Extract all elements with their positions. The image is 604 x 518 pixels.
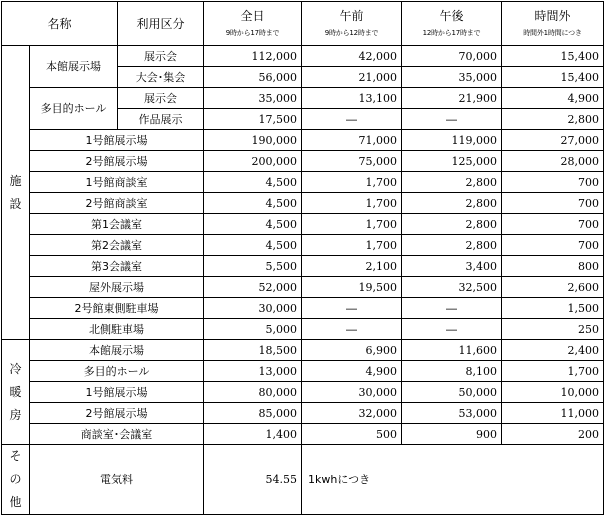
fee-am: 500 [302,424,402,445]
fee-pm: 21,900 [402,88,502,109]
section-char: 冷 [9,361,22,376]
section-char: 暖 [9,384,22,399]
fee-am: 1,700 [302,172,402,193]
fee-over: 800 [502,256,604,277]
facility-name: 屋外展示場 [30,277,204,298]
fee-pm: 50,000 [402,382,502,403]
fee-over: 27,000 [502,130,604,151]
fee-am: 21,000 [302,67,402,88]
facility-name: 商談室･会議室 [30,424,204,445]
fee-full: 4,500 [204,235,302,256]
facility-name: 1号館展示場 [30,130,204,151]
electricity-note: 1kwhにつき [302,445,604,515]
usage-category: 大会･集会 [118,67,204,88]
facility-name: 2号館商談室 [30,193,204,214]
table-row [2,403,604,424]
table-row [2,88,604,109]
fee-am: 4,900 [302,361,402,382]
table-row [2,193,604,214]
facility-name: 多目的ホール [30,361,204,382]
fee-pm: ― [402,298,502,319]
header-overtime: 時間外 時間外1時間につき [502,2,604,46]
fee-full: 4,500 [204,214,302,235]
fee-over: 200 [502,424,604,445]
fee-full: 5,500 [204,256,302,277]
fee-pm: 8,100 [402,361,502,382]
facility-name: 北側駐車場 [30,319,204,340]
table-row [2,340,604,361]
fee-table [1,1,604,515]
facility-name: 第3会議室 [30,256,204,277]
fee-over: 11,000 [502,403,604,424]
section-cooling [2,340,30,445]
header-afternoon: 午後 12時から17時まで [402,2,502,46]
fee-full: 52,000 [204,277,302,298]
section-char: そ [9,449,22,463]
facility-name: 1号館商談室 [30,172,204,193]
section-char: の [9,472,22,486]
section-char: 他 [9,495,22,509]
fee-am: 1,700 [302,214,402,235]
usage-category: 展示会 [118,46,204,67]
fee-full: 4,500 [204,193,302,214]
fee-full: 56,000 [204,67,302,88]
section-char: 房 [9,407,22,422]
fee-over: 2,600 [502,277,604,298]
fee-am: ― [302,298,402,319]
facility-name: 第2会議室 [30,235,204,256]
fee-pm: 53,000 [402,403,502,424]
table-row [2,151,604,172]
fee-full: 112,000 [204,46,302,67]
facility-name: 2号館展示場 [30,151,204,172]
fee-pm: 32,500 [402,277,502,298]
table-row [2,298,604,319]
section-char: 設 [9,196,22,211]
fee-am: 75,000 [302,151,402,172]
fee-full: 85,000 [204,403,302,424]
fee-over: 2,400 [502,340,604,361]
facility-name: 多目的ホール [30,88,118,130]
fee-over: 15,400 [502,46,604,67]
fee-am: 32,000 [302,403,402,424]
table-row [2,277,604,298]
facility-name: 2号館展示場 [30,403,204,424]
fee-full: 35,000 [204,88,302,109]
fee-am: 1,700 [302,235,402,256]
fee-am: ― [302,109,402,130]
fee-pm: 2,800 [402,214,502,235]
header-category: 利用区分 [118,2,204,46]
fee-am: ― [302,319,402,340]
table-row [2,445,604,515]
fee-full: 5,000 [204,319,302,340]
usage-category: 展示会 [118,88,204,109]
fee-am: 1,700 [302,193,402,214]
facility-name: 本館展示場 [30,46,118,88]
fee-pm: 900 [402,424,502,445]
facility-name: 第1会議室 [30,214,204,235]
header-full-day: 全日 9時から17時まで [204,2,302,46]
fee-am: 71,000 [302,130,402,151]
fee-pm: 11,600 [402,340,502,361]
fee-am: 19,500 [302,277,402,298]
fee-full: 17,500 [204,109,302,130]
fee-am: 13,100 [302,88,402,109]
fee-pm: 2,800 [402,193,502,214]
table-row [2,130,604,151]
fee-pm: 119,000 [402,130,502,151]
electricity-label: 電気料 [30,445,204,515]
table-row [2,424,604,445]
fee-over: 700 [502,235,604,256]
table-row [2,214,604,235]
facility-name: 本館展示場 [30,340,204,361]
electricity-rate: 54.55 [204,445,302,515]
table-row [2,382,604,403]
fee-pm: ― [402,109,502,130]
section-other [2,445,30,515]
fee-over: 700 [502,214,604,235]
header-morning: 午前 9時から12時まで [302,2,402,46]
fee-full: 30,000 [204,298,302,319]
fee-pm: 125,000 [402,151,502,172]
facility-name: 2号館東側駐車場 [30,298,204,319]
header-row [2,2,604,46]
fee-over: 1,500 [502,298,604,319]
fee-over: 4,900 [502,88,604,109]
table-row [2,172,604,193]
fee-am: 30,000 [302,382,402,403]
fee-over: 28,000 [502,151,604,172]
fee-over: 1,700 [502,361,604,382]
fee-am: 6,900 [302,340,402,361]
table-row [2,319,604,340]
fee-am: 2,100 [302,256,402,277]
table-row [2,361,604,382]
table-row [2,256,604,277]
fee-pm: 35,000 [402,67,502,88]
fee-full: 18,500 [204,340,302,361]
fee-pm: 70,000 [402,46,502,67]
fee-full: 13,000 [204,361,302,382]
fee-pm: 2,800 [402,235,502,256]
fee-pm: 2,800 [402,172,502,193]
fee-pm: 3,400 [402,256,502,277]
fee-full: 190,000 [204,130,302,151]
fee-over: 250 [502,319,604,340]
fee-over: 10,000 [502,382,604,403]
fee-pm: ― [402,319,502,340]
section-facilities [2,46,30,340]
fee-full: 80,000 [204,382,302,403]
fee-full: 1,400 [204,424,302,445]
fee-full: 200,000 [204,151,302,172]
table-row [2,235,604,256]
facility-name: 1号館展示場 [30,382,204,403]
table-row [2,46,604,67]
fee-over: 15,400 [502,67,604,88]
fee-over: 700 [502,193,604,214]
fee-over: 700 [502,172,604,193]
fee-full: 4,500 [204,172,302,193]
section-char: 施 [9,173,22,188]
fee-am: 42,000 [302,46,402,67]
usage-category: 作品展示 [118,109,204,130]
header-name: 名称 [2,2,118,46]
fee-over: 2,800 [502,109,604,130]
